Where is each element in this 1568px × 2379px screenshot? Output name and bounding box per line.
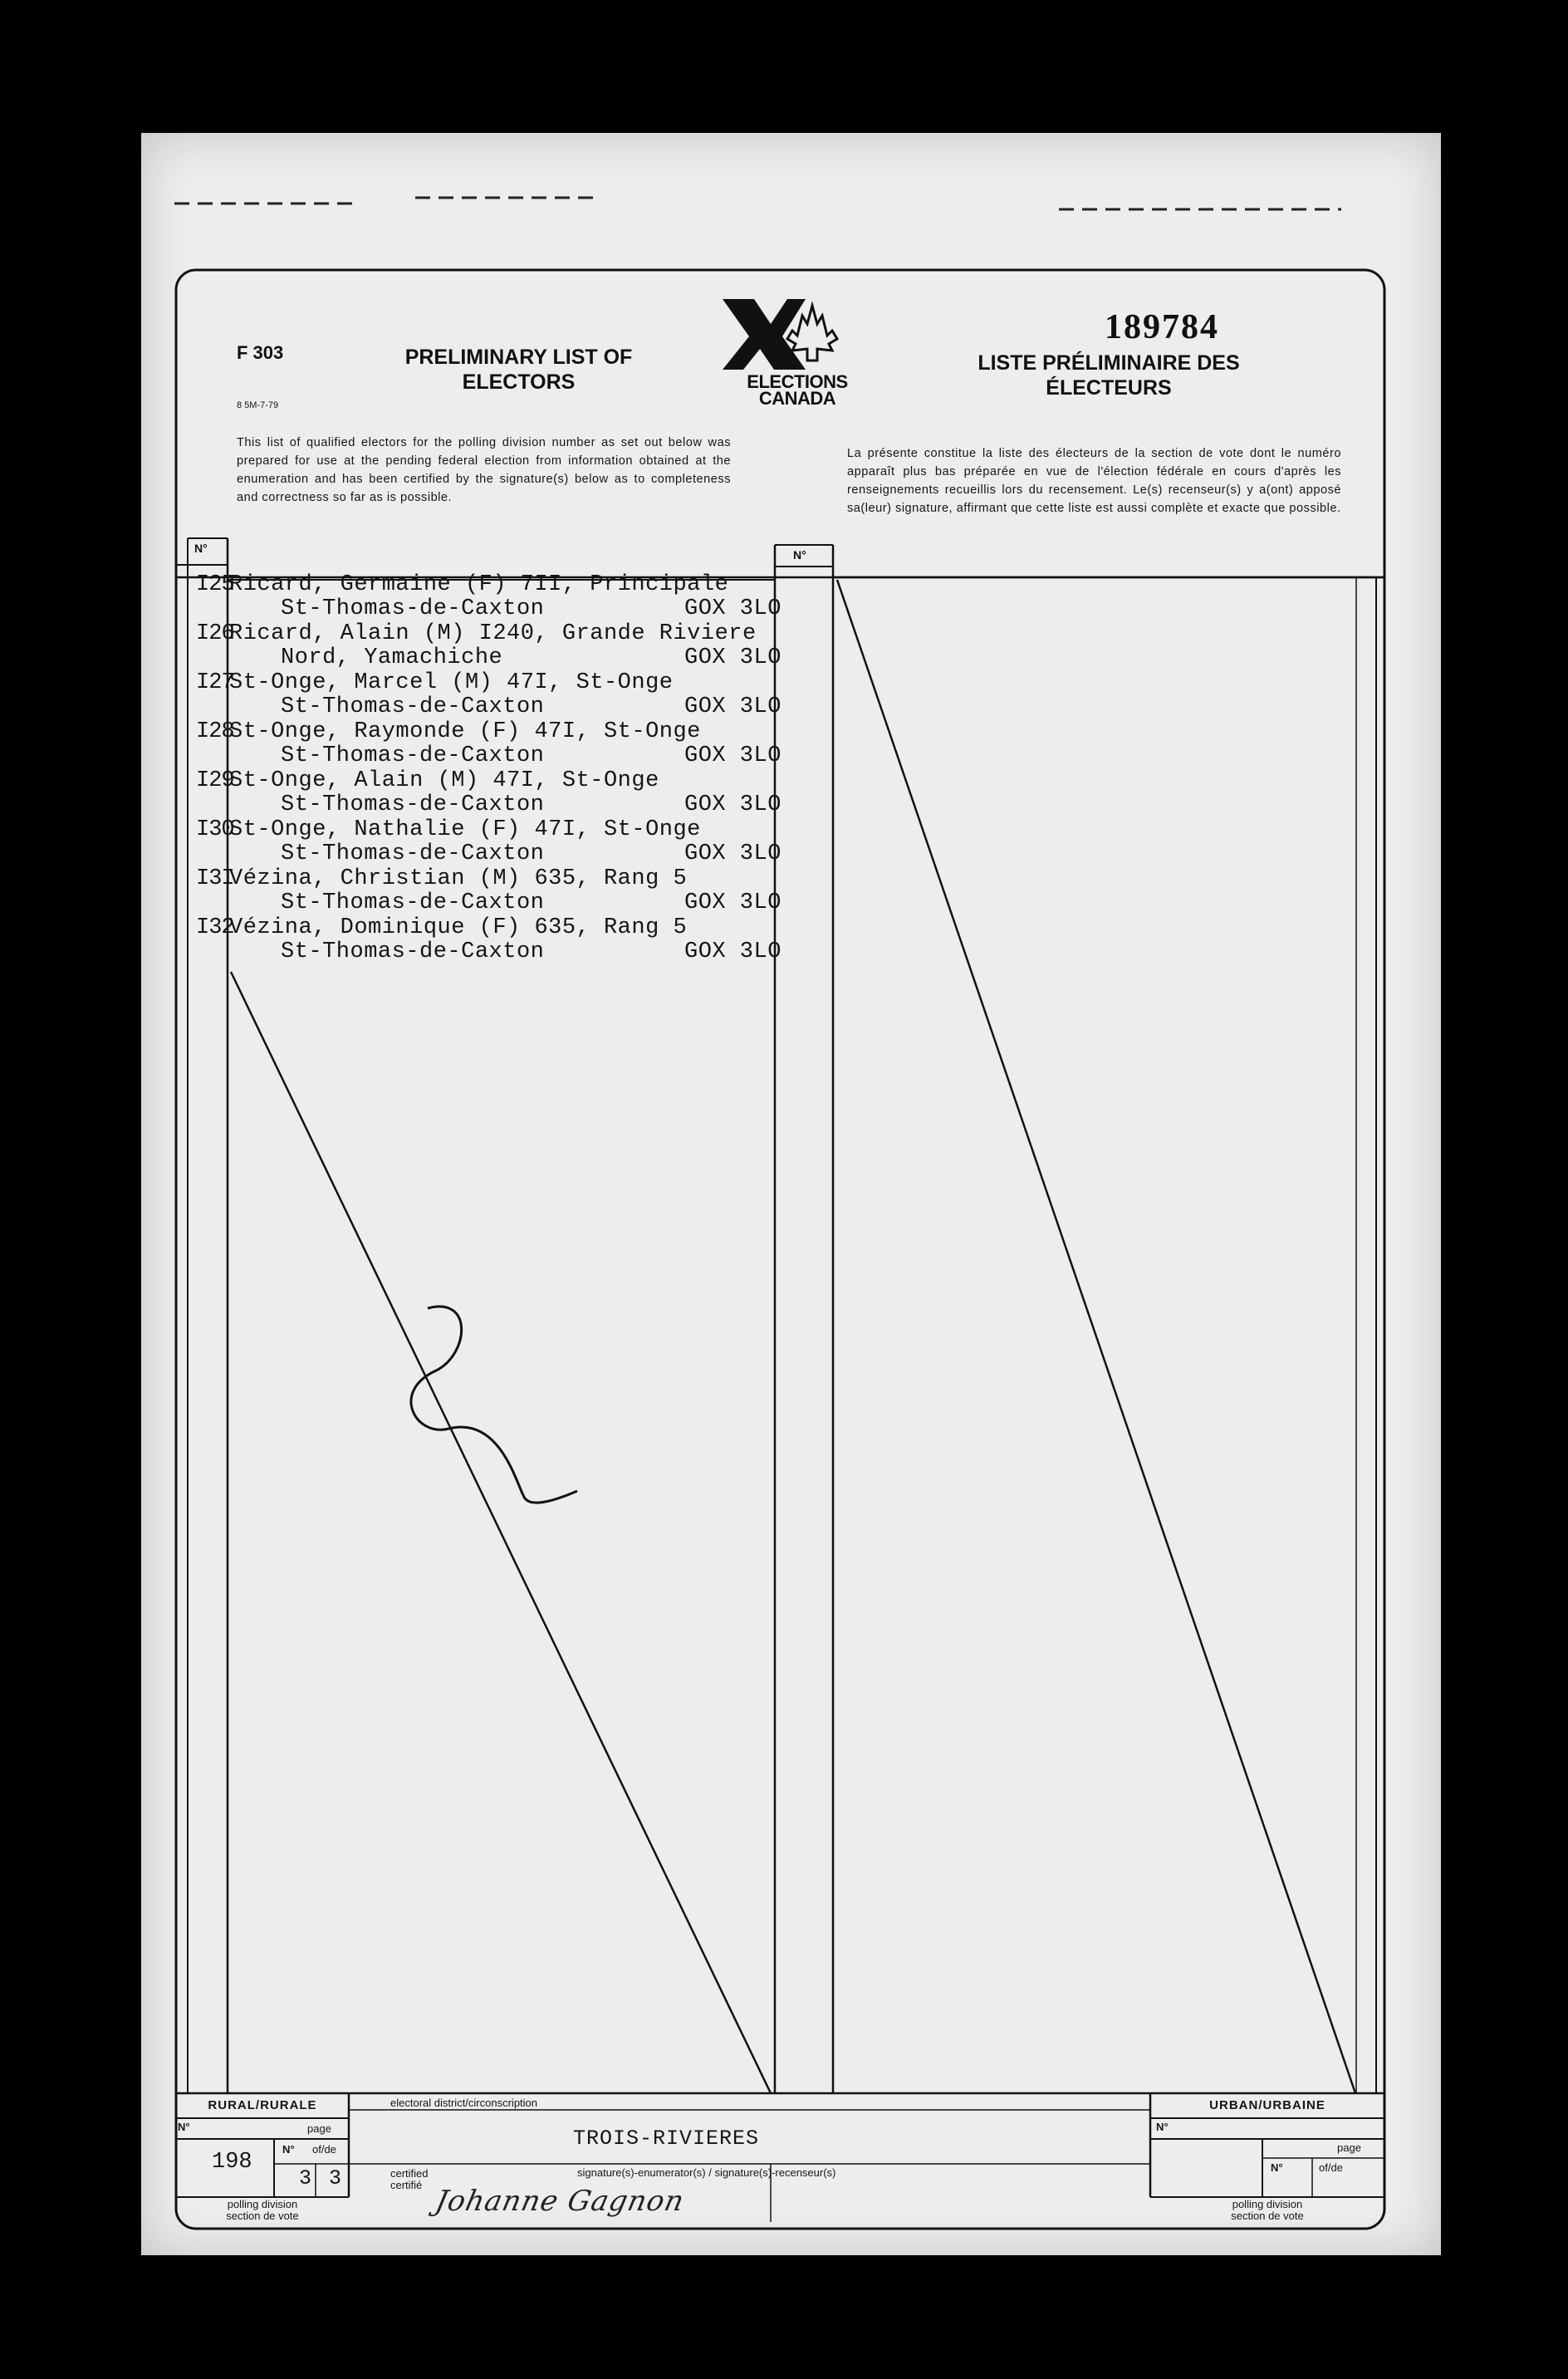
elector-locality: Nord, Yamachiche [281,645,503,670]
page-of-label: of/de [312,2143,336,2156]
title-en-line2: ELECTORS [462,370,576,394]
elector-locality: St-Thomas-de-Caxton [281,792,545,817]
urban-polling-division-caption [1150,2199,1384,2222]
elector-entry [196,768,782,819]
elector-entry [196,915,782,966]
urban-polling-fr: section de vote [1231,2210,1304,2222]
elector-number: I25 [196,572,234,597]
signature-label: signature(s)-enumerator(s) / signature(s)-recenseur(s) [577,2166,836,2179]
elector-postal-code: GOX 3LO [684,792,782,817]
logo-text-line1: ELECTIONS [747,371,848,392]
title-en-line1: PRELIMINARY LIST OF [404,346,633,369]
elector-number: I29 [196,768,234,793]
title-fr-line1: LISTE PRÉLIMINAIRE DES [978,351,1240,375]
urban-of-label: of/de [1319,2161,1343,2174]
elector-locality: St-Thomas-de-Caxton [281,939,545,964]
intro-french: La présente constitue la liste des électeurs de la section de vote dont le numéro apparaît plus bas préparée en vue de l'élection fédérale en cours d'après les renseignements recueillis lors du recensement. Le(s) recenseur(s) y a(ont) apposé sa(leur) signature, affirmant que cette liste est aussi complète et exacte que possible. [847,447,1341,515]
page-no-label: N° [282,2143,295,2156]
elector-name-address: Vézina, Christian (M) 635, Rang 5 [229,866,688,891]
logo-text-line2: CANADA [758,388,836,409]
elector-locality: St-Thomas-de-Caxton [281,743,545,768]
elector-entry [196,621,782,672]
logo-wordmark [714,371,880,409]
elections-canada-logo [723,299,837,370]
column-no-left: N° [194,542,208,555]
district-label: electoral district/circonscription [390,2097,538,2109]
urban-page-no-label: N° [1271,2161,1283,2174]
strike-squiggle [411,1307,577,1503]
elector-name-address: St-Onge, Alain (M) 47I, St-Onge [229,768,659,793]
strike-diagonal-right [837,580,1355,2093]
district-value: TROIS-RIVIERES [573,2126,760,2151]
outer-border [176,270,1384,2229]
urban-page-label: page [1337,2141,1361,2154]
elector-entry [196,719,782,770]
intro-english: This list of qualified electors for the polling division number as set out below was prepared for use at the pending federal election from information obtained at the enumeration and has been certified by the signature(s) below as to completeness and correctness so far as is possible. [237,436,731,504]
elector-postal-code: GOX 3LO [684,694,782,719]
urban-label: URBAN/URBAINE [1209,2098,1325,2112]
title-french [934,351,1283,400]
elector-locality: St-Thomas-de-Caxton [281,841,545,866]
column-no-right: N° [793,548,806,562]
elector-number: I27 [196,670,234,695]
elector-name-address: St-Onge, Marcel (M) 47I, St-Onge [229,670,674,695]
rural-no-label: N° [178,2121,190,2133]
elector-postal-code: GOX 3LO [684,939,782,964]
elector-locality: St-Thomas-de-Caxton [281,596,545,621]
title-english [359,345,679,395]
elector-entry [196,866,782,917]
rural-division-number: 198 [212,2150,252,2175]
print-code: 8 5M-7-79 [237,400,279,410]
elector-postal-code: GOX 3LO [684,743,782,768]
elector-entry [196,670,782,721]
strike-diagonal-left [231,972,771,2093]
top-dash-line [174,198,1341,209]
title-fr-line2: ÉLECTEURS [1046,376,1172,400]
certified-en: certified [390,2167,429,2180]
elector-postal-code: GOX 3LO [684,645,782,670]
elector-locality: St-Thomas-de-Caxton [281,890,545,915]
elector-postal-code: GOX 3LO [684,596,782,621]
form-code: F 303 [237,342,284,363]
elector-entry [196,817,782,868]
rural-label: RURAL/RURALE [208,2098,317,2112]
rural-polling-division-caption [176,2199,349,2222]
polling-division-fr: section de vote [226,2210,299,2222]
certified-label [390,2168,429,2191]
elector-entry [196,572,782,623]
elector-number: I32 [196,915,234,940]
elector-postal-code: GOX 3LO [684,841,782,866]
elector-name-address: St-Onge, Nathalie (F) 47I, St-Onge [229,817,701,842]
elector-postal-code: GOX 3LO [684,890,782,915]
elector-name-address: Vézina, Dominique (F) 635, Rang 5 [229,915,688,940]
page-number: 3 [299,2166,312,2190]
serial-number: 189784 [1105,308,1219,346]
elector-number: I30 [196,817,234,842]
certified-fr: certifié [390,2179,423,2191]
elector-number: I26 [196,621,234,646]
document-sheet [141,133,1441,2255]
elector-number: I28 [196,719,234,744]
elector-name-address: Ricard, Germaine (F) 7II, Principale [229,572,729,597]
polling-division-en: polling division [227,2198,298,2210]
page-total: 3 [329,2166,342,2190]
elector-locality: St-Thomas-de-Caxton [281,694,545,719]
elector-name-address: St-Onge, Raymonde (F) 47I, St-Onge [229,719,701,744]
enumerator-signature: Johanne Gagnon [432,2185,688,2218]
urban-no-label: N° [1156,2121,1169,2133]
rural-page-label: page [307,2122,331,2135]
elector-name-address: Ricard, Alain (M) I240, Grande Riviere [229,621,757,646]
elector-number: I3I [196,866,234,891]
urban-polling-en: polling division [1232,2198,1303,2210]
